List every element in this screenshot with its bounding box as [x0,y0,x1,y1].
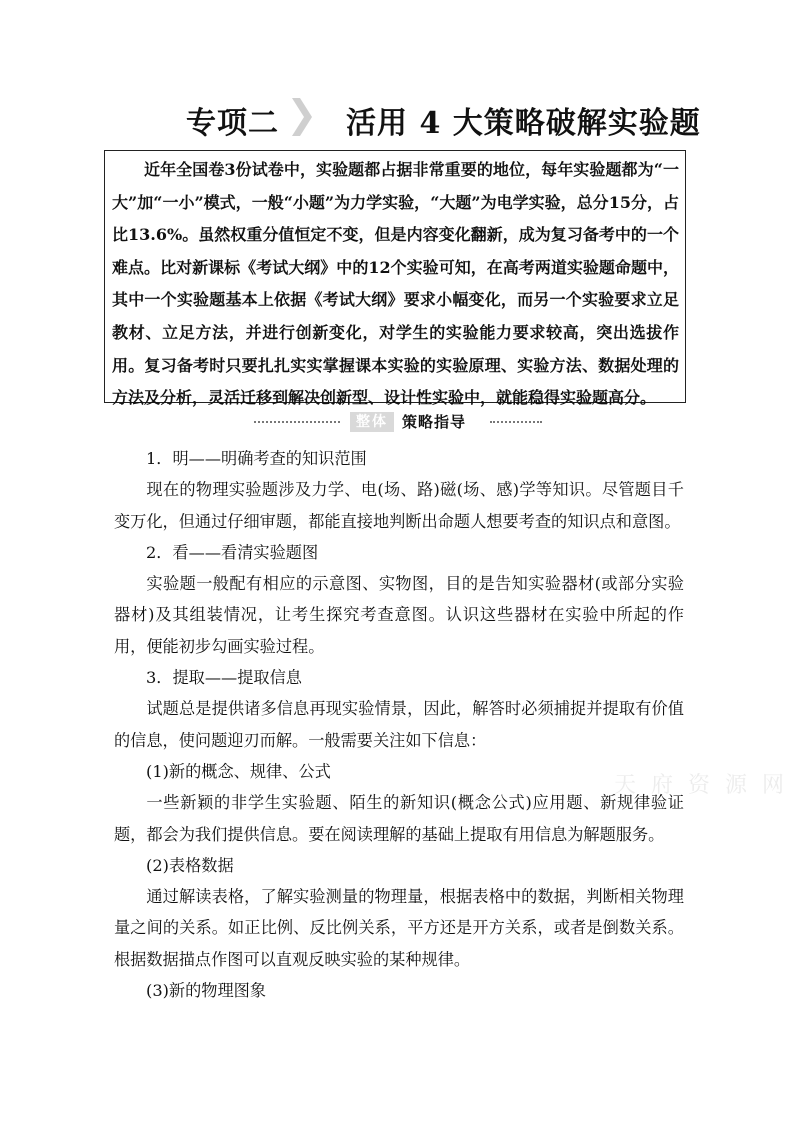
section-heading: 3．提取——提取信息 [146,668,302,688]
title-left: 专项二 [186,106,279,141]
subsection-heading: (1)新的概念、规律、公式 [146,761,331,781]
subsection-paragraph: 通过解读表格，了解实验测量的物理量，根据表格中的数据，判断相关物理量之间的关系。如正比例、反比例关系，平方还是开方关系，或者是倒数关系。根据数据描点作图可以直观反映实验的某种规律。 [114,887,684,969]
subsection-heading: (2)表格数据 [146,855,234,875]
content-body [114,443,684,1006]
banner-tag: 整体 [350,412,394,432]
chevron-right-icon [290,98,314,136]
section-heading: 2．看——看清实验题图 [146,542,319,562]
section-paragraph: 试题总是提供诸多信息再现实验情景，因此，解答时必须捕捉并提取有价值的信息，使问题迎刃而解。一般需要关注如下信息： [114,699,684,750]
subsection-heading: (3)新的物理图象 [146,981,267,1001]
section-banner [0,412,794,432]
section-paragraph: 实验题一般配有相应的示意图、实物图，目的是告知实验器材(或部分实验器材)及其组装情况，让考生探究考查意图。认识这些器材在实验中所起的作用，便能初步勾画实验过程。 [114,574,684,656]
dotted-divider-right [490,421,542,423]
intro-box [104,150,686,408]
section-paragraph: 现在的物理实验题涉及力学、电(场、路)磁(场、感)学等知识。尽管题目千变万化，但通过仔细审题，都能直接地判断出命题人想要考查的知识点和意图。 [114,480,684,531]
title-right: 活用 4 大策略破解实验题 [346,106,701,141]
watermark: 天 府 资 源 网 [614,773,788,798]
intro-text: 近年全国卷3份试卷中，实验题都占据非常重要的地位，每年实验题都为“一大”加“一小”模式，一般“小题”为力学实验，“大题”为电学实验，总分15分，占比13.6%。虽然权重分值恒定不变，但是内容变化翻新，成为复习备考中的一个难点。比对新课标《考试大纲》中的12个实验可知，在高考两道实验题命题中，其中一个实验题基本上依据《考试大纲》要求小幅变化，而另一个实验要求立足教材、立足方法，并进行创新变化，对学生的实验能力要求较高，突出选拔作用。复习备考时只要扎扎实实掌握课本实验的实验原理、实验方法、数据处理的方法及分析，灵活迁移到解决创新型、设计性实验中，就能稳得实验题高分。 [112,160,679,408]
dotted-divider-left [254,421,340,423]
section-heading: 1．明——明确考查的知识范围 [146,449,367,468]
page-title [0,98,794,141]
banner-label: 策略指导 [402,413,467,431]
subsection-paragraph: 一些新颖的非学生实验题、陌生的新知识(概念公式)应用题、新规律验证题，都会为我们提供信息。要在阅读理解的基础上提取有用信息为解题服务。 [114,793,684,844]
